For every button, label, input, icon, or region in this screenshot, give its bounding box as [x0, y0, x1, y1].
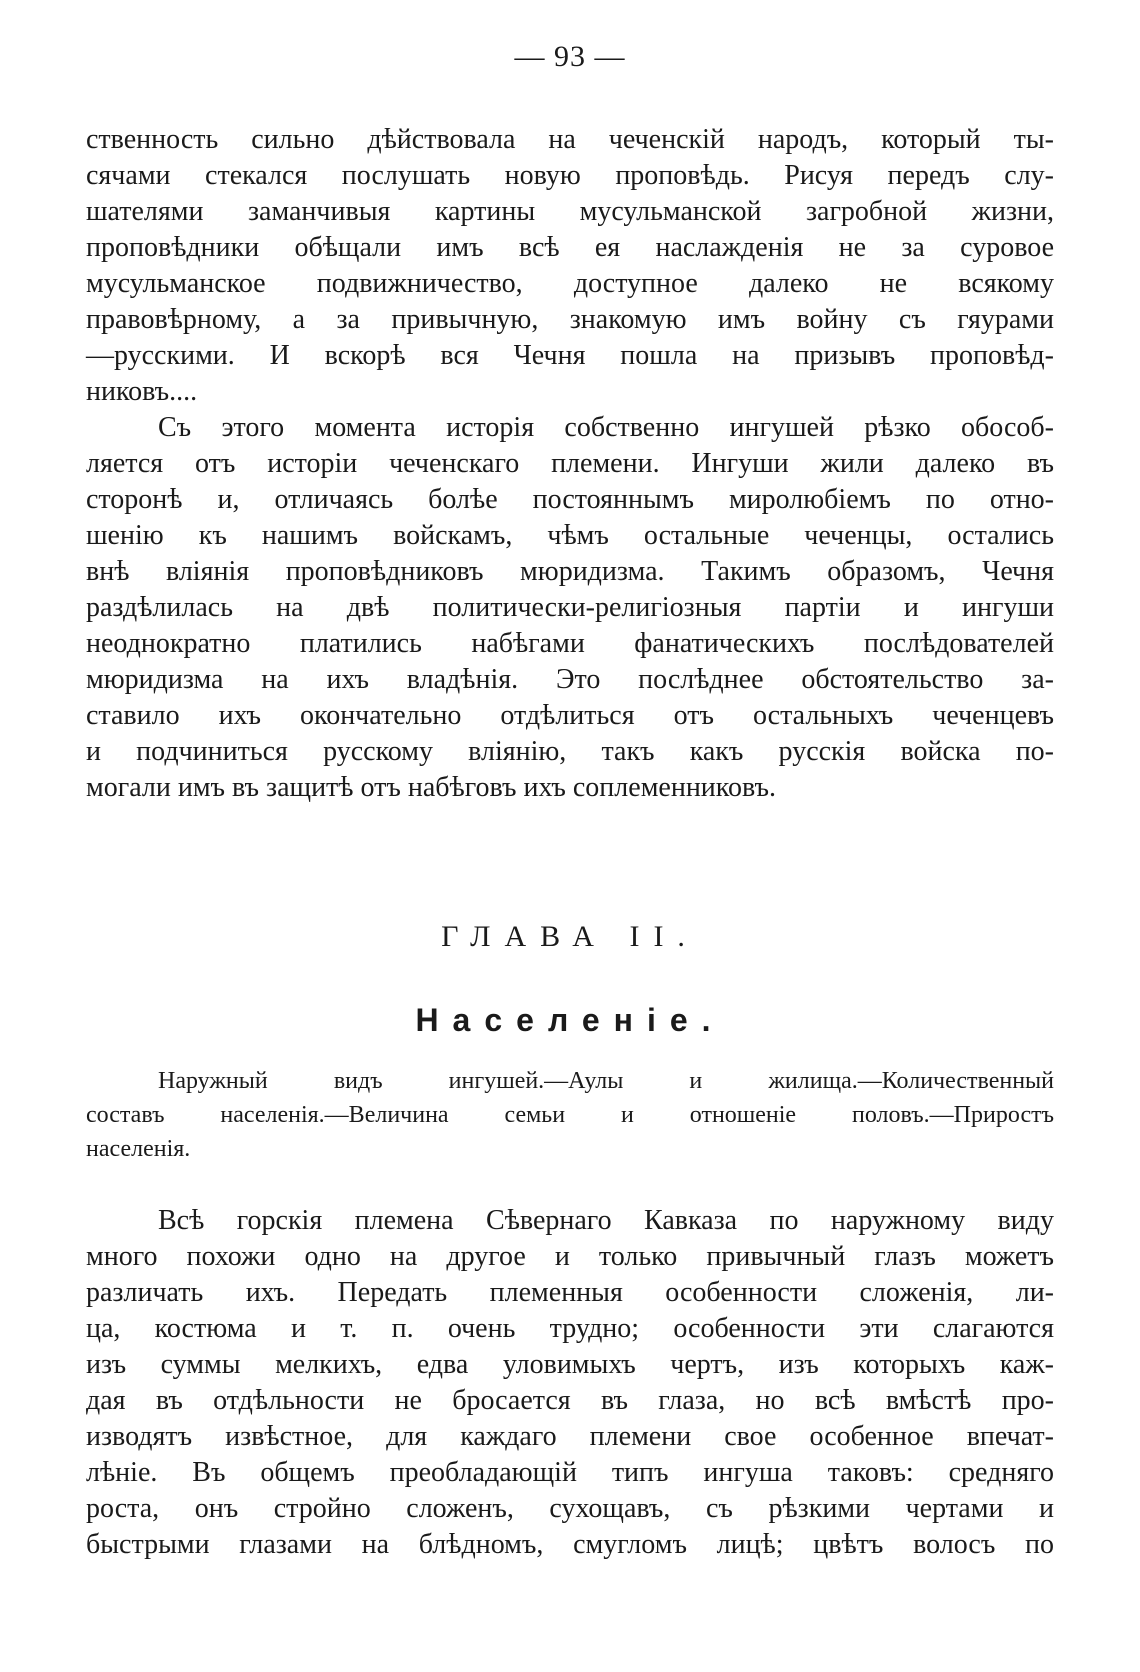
- text-line: могали имъ въ защитѣ отъ набѣговъ ихъ соплеменниковъ.: [86, 772, 776, 803]
- text-line: быстрыми глазами на блѣдномъ, смугломъ лицѣ; цвѣтъ волосъ по: [86, 1529, 1054, 1560]
- text-line: дая въ отдѣльности не бросается въ глаза, но всѣ вмѣстѣ про-: [86, 1385, 1054, 1416]
- chapter-title: Населеніе.: [415, 1002, 725, 1038]
- text-line: внѣ вліянія проповѣдниковъ мюридизма. Такимъ образомъ, Чечня: [86, 556, 1054, 587]
- text-line: различать ихъ. Передать племенныя особенности сложенія, ли-: [86, 1277, 1054, 1308]
- text-line: ственность сильно дѣйствовала на чеченскій народъ, который ты-: [86, 124, 1054, 155]
- text-line: никовъ....: [86, 376, 198, 407]
- text-line: и подчиниться русскому вліянію, такъ какъ русскія войска по-: [86, 736, 1054, 767]
- text-line: ляется отъ исторіи чеченскаго племени. Ингуши жили далеко въ: [86, 448, 1054, 479]
- text-line: —русскими. И вскорѣ вся Чечня пошла на призывъ проповѣд-: [86, 340, 1054, 371]
- text-line: Всѣ горскія племена Сѣвернаго Кавказа по наружному виду: [158, 1205, 1054, 1236]
- text-line: шенію къ нашимъ войскамъ, чѣмъ остальные чеченцы, остались: [86, 520, 1054, 551]
- text-line: сячами стекался послушать новую проповѣдь. Рисуя передъ слу-: [86, 160, 1054, 191]
- chapter-label: ГЛАВА II.: [441, 920, 699, 953]
- page-number: — 93 —: [514, 40, 626, 73]
- text-line: лѣніе. Въ общемъ преобладающій типъ ингуша таковъ: средняго: [86, 1457, 1054, 1488]
- text-line: роста, онъ стройно сложенъ, сухощавъ, съ рѣзкими чертами и: [86, 1493, 1054, 1524]
- text-line: изводятъ извѣстное, для каждаго племени свое особенное впечат-: [86, 1421, 1054, 1452]
- text-line: ца, костюма и т. п. очень трудно; особенности эти слагаются: [86, 1313, 1054, 1344]
- text-line: много похожи одно на другое и только привычный глазъ можетъ: [86, 1241, 1054, 1272]
- text-line: мюридизма на ихъ владѣнія. Это послѣднее обстоятельство за-: [86, 664, 1054, 695]
- text-line: шателями заманчивыя картины мусульманской загробной жизни,: [86, 196, 1054, 227]
- summary-line: Наружный видъ ингушей.—Аулы и жилища.—Количественный: [158, 1068, 1054, 1094]
- text-line: проповѣдники обѣщали имъ всѣ ея наслажденія не за суровое: [86, 232, 1054, 263]
- text-line: изъ суммы мелкихъ, едва уловимыхъ чертъ, изъ которыхъ каж-: [86, 1349, 1054, 1380]
- summary-line: населенія.: [86, 1136, 191, 1162]
- text-line: правовѣрному, а за привычную, знакомую имъ войну съ гяурами: [86, 304, 1054, 335]
- text-line: Съ этого момента исторія собственно ингушей рѣзко обособ-: [158, 412, 1054, 443]
- summary-line: составъ населенія.—Величина семьи и отношеніе половъ.—Приростъ: [86, 1102, 1054, 1128]
- text-line: раздѣлилась на двѣ политически-религіозныя партіи и ингуши: [86, 592, 1054, 623]
- text-line: сторонѣ и, отличаясь болѣе постояннымъ миролюбіемъ по отно-: [86, 484, 1054, 515]
- text-line: ставило ихъ окончательно отдѣлиться отъ остальныхъ чеченцевъ: [86, 700, 1054, 731]
- text-line: мусульманское подвижничество, доступное далеко не всякому: [86, 268, 1054, 299]
- text-line: неоднократно платились набѣгами фанатическихъ послѣдователей: [86, 628, 1054, 659]
